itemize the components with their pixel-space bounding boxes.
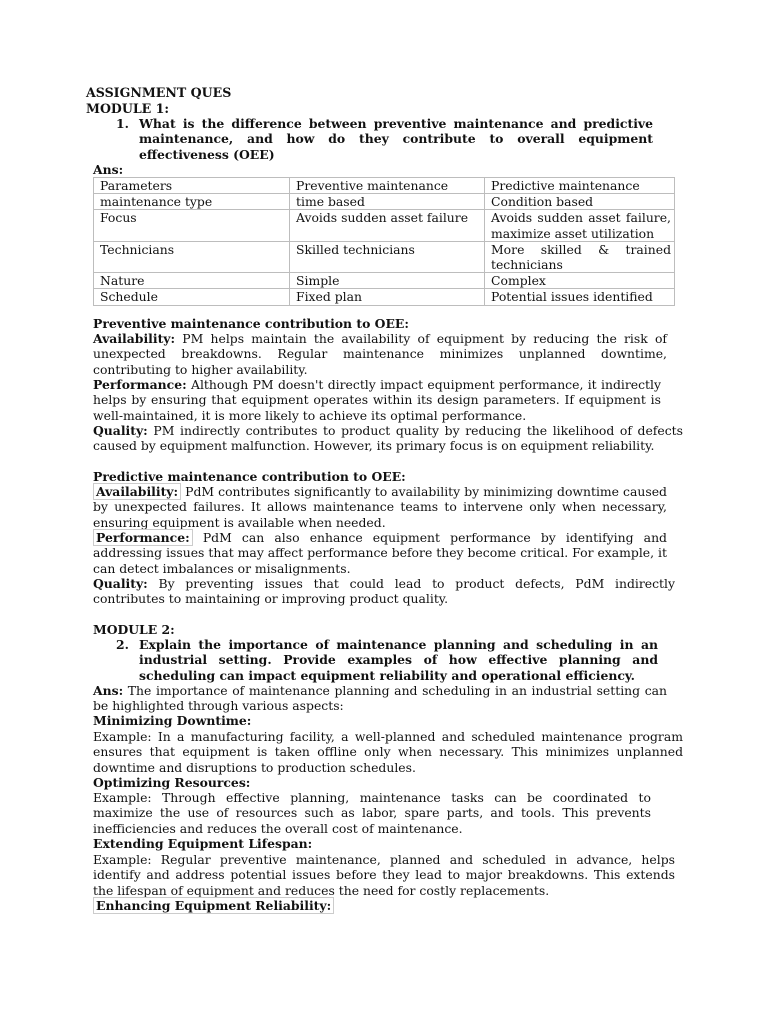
pdm-performance-paragraph <box>93 530 667 576</box>
assignment-title: ASSIGNMENT QUES <box>86 85 232 100</box>
table-cell: Technicians <box>94 241 290 272</box>
pdm-quality-paragraph <box>93 576 675 607</box>
pm-availability-text: PM helps maintain the availability of equipment by reducing the risk of unexpected breakdowns. Regular maintenance minimizes unplanned downtime, contributing to higher availability. <box>93 331 667 377</box>
table-cell: Predictive maintenance <box>485 178 675 194</box>
pm-quality-text: PM indirectly contributes to product quality by reducing the likelihood of defects caused by equipment malfunction. However, its primary focus is on equipment reliability. <box>93 423 683 454</box>
answer-2-label: Ans: <box>93 683 124 698</box>
table-cell: Simple <box>290 273 485 289</box>
question-1-number: 1. <box>116 116 129 131</box>
table-cell: Potential issues identified <box>485 289 675 305</box>
pm-contribution-heading: Preventive maintenance contribution to OEE: <box>93 316 409 331</box>
table-cell: Avoids sudden asset failure, maximize asset utilization <box>485 210 675 241</box>
pm-performance-text: Although PM doesn't directly impact equipment performance, it indirectly helps by ensuring that equipment operates within its design parameters. If equipment is well-maintained, it is more likely to achieve its optimal performance. <box>93 377 661 423</box>
table-cell: Focus <box>94 210 290 241</box>
table-row <box>94 273 675 289</box>
pm-quality-label: Quality: <box>93 423 148 438</box>
pm-availability-paragraph <box>93 331 667 377</box>
table-cell: time based <box>290 194 485 210</box>
answer-2-paragraph <box>93 683 667 714</box>
table-cell: Parameters <box>94 178 290 194</box>
table-row <box>94 178 675 194</box>
pdm-availability-label: Availability: <box>93 483 181 500</box>
pdm-quality-text: By preventing issues that could lead to product defects, PdM indirectly contributes to maintaining or improving product quality. <box>93 576 675 607</box>
pdm-availability-paragraph <box>93 484 667 530</box>
module-1-heading: MODULE 1: <box>86 101 170 116</box>
optimizing-resources-text: Example: Through effective planning, maintenance tasks can be coordinated to maximize the use of resources such as labor, spare parts, and tools. This prevents inefficiencies and reduces the overall cost of maintenance. <box>93 790 651 836</box>
extending-lifespan-text: Example: Regular preventive maintenance, planned and scheduled in advance, helps identify and address potential issues before they lead to major breakdowns. This extends the lifespan of equipment and reduces the need for costly replacements. <box>93 852 675 898</box>
question-2-text: Explain the importance of maintenance planning and scheduling in an industrial setting. Provide examples of how effective planning and scheduling can impact equipment reliability and operational efficiency. <box>139 637 658 683</box>
enhancing-reliability-heading: Enhancing Equipment Reliability: <box>93 897 334 914</box>
pm-quality-paragraph <box>93 423 683 454</box>
comparison-table <box>93 177 675 306</box>
pm-performance-paragraph <box>93 377 661 423</box>
table-cell: Preventive maintenance <box>290 178 485 194</box>
optimizing-resources-heading: Optimizing Resources: <box>93 775 251 790</box>
pdm-performance-text: PdM can also enhance equipment performance by identifying and addressing issues that may affect performance before they become critical. For example, it can detect imbalances or misalignments. <box>93 530 667 576</box>
table-cell: Complex <box>485 273 675 289</box>
table-cell: Skilled technicians <box>290 241 485 272</box>
table-cell: More skilled & trained technicians <box>485 241 675 272</box>
table-cell: Nature <box>94 273 290 289</box>
pdm-availability-text: PdM contributes significantly to availability by minimizing downtime caused by unexpected failures. It allows maintenance teams to intervene only when necessary, ensuring equipment is available when needed. <box>93 484 667 530</box>
minimizing-downtime-heading: Minimizing Downtime: <box>93 713 252 728</box>
minimizing-downtime-text: Example: In a manufacturing facility, a well-planned and scheduled maintenance program ensures that equipment is taken offline only when necessary. This minimizes unplanned downtime and disruptions to production schedules. <box>93 729 683 775</box>
table-row <box>94 194 675 210</box>
pdm-quality-label: Quality: <box>93 576 148 591</box>
table-cell: Avoids sudden asset failure <box>290 210 485 241</box>
extending-lifespan-heading: Extending Equipment Lifespan: <box>93 836 313 851</box>
table-cell: maintenance type <box>94 194 290 210</box>
answer-2-text: The importance of maintenance planning and scheduling in an industrial setting can be highlighted through various aspects: <box>93 683 667 714</box>
pm-performance-label: Performance: <box>93 377 187 392</box>
table-cell: Fixed plan <box>290 289 485 305</box>
pdm-performance-label: Performance: <box>93 529 193 546</box>
answer-1-label: Ans: <box>93 162 124 177</box>
table-row <box>94 289 675 305</box>
table-row <box>94 210 675 241</box>
table-cell: Schedule <box>94 289 290 305</box>
question-2-number: 2. <box>116 637 129 652</box>
table-row <box>94 241 675 272</box>
question-1-text: What is the difference between preventive maintenance and predictive maintenance, and how do they contribute to overall equipment effectiveness (OEE) <box>139 116 653 162</box>
module-2-heading: MODULE 2: <box>93 622 175 637</box>
table-cell: Condition based <box>485 194 675 210</box>
pm-availability-label: Availability: <box>93 331 176 346</box>
pdm-contribution-heading: Predictive maintenance contribution to OEE: <box>93 469 406 484</box>
